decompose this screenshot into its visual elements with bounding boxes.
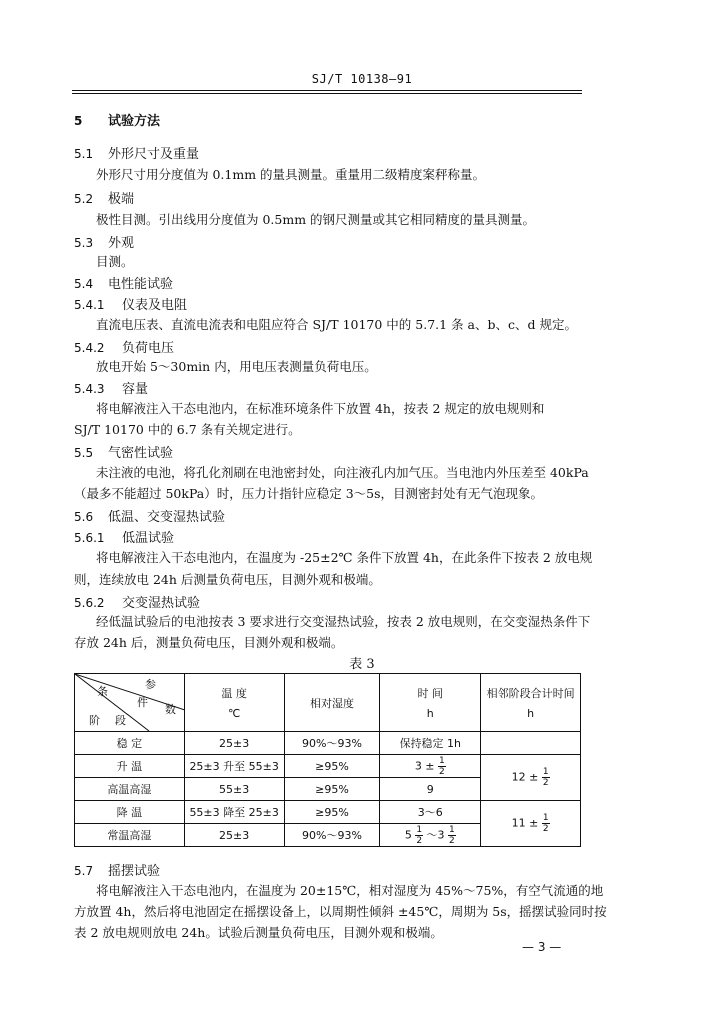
section-5-6-2-line2: 存放 24h 后，测量负荷电压，目测外观和极端。 bbox=[74, 635, 344, 650]
col-temp-header: 温 度 ℃ bbox=[184, 674, 284, 732]
section-5-6-1-line2: 则，连续放电 24h 后测量负荷电压，目测外观和极端。 bbox=[74, 572, 381, 587]
table-row: 高温高湿 55±3 ≥95% 9 bbox=[75, 778, 581, 801]
table-row: 升 温 25±3 升至 55±3 ≥95% 3 ± $\frac{1}{2}$ 12 ± $\frac{1}{2}$ bbox=[75, 755, 581, 778]
standard-code: SJ/T 10138—91 bbox=[311, 72, 413, 86]
section-5-2-heading: 5.2 极端 bbox=[74, 192, 135, 207]
section-5-3-heading: 5.3 外观 bbox=[74, 236, 135, 251]
table-header-row bbox=[75, 674, 581, 732]
page-number: — 3 — bbox=[522, 940, 562, 954]
corner-label-a: 参 bbox=[145, 678, 156, 691]
section-5-5-line1: 未注液的电池，将孔化剂刷在电池密封处，向注液孔内加气压。当电池内外压差至 40kPa bbox=[96, 465, 589, 480]
section-5-7-heading: 5.7 摇摆试验 bbox=[74, 864, 161, 879]
section-5-heading: 5 试验方法 bbox=[74, 114, 161, 129]
header-rule-2 bbox=[72, 93, 582, 94]
section-5-4-heading: 5.4 电性能试验 bbox=[74, 277, 174, 292]
section-5-4-1-text: 直流电压表、直流电流表和电阻应符合 SJ/T 10170 中的 5.7.1 条 a、b、c、d 规定。 bbox=[96, 317, 577, 332]
corner-label-b: 条 bbox=[97, 685, 108, 698]
col-rh-header: 相对湿度 bbox=[284, 674, 380, 732]
table-row: 常温高湿 25±3 90%～93% 5 $\frac{1}{2}$ ～3 $\frac{1}{2}$ bbox=[75, 824, 581, 847]
section-5-7-line1: 将电解液注入干态电池内，在温度为 20±15℃，相对湿度为 45%～75%，有空气流通的地 bbox=[96, 883, 604, 898]
total-time-2: 11 ± $\frac{1}{2}$ bbox=[481, 801, 581, 847]
section-5-5-line2: （最多不能超过 50kPa）时，压力计指针应稳定 3～5s，目测密封处有无气泡现象。 bbox=[74, 486, 544, 501]
section-5-6-1-line1: 将电解液注入干态电池内，在温度为 -25±2℃ 条件下放置 4h，在此条件下按表 2 放电规 bbox=[96, 550, 593, 565]
section-5-6-heading: 5.6 低温、交变湿热试验 bbox=[74, 510, 226, 525]
section-5-6-2-heading: 5.6.2 交变湿热试验 bbox=[74, 596, 201, 611]
section-5-4-3-heading: 5.4.3 容量 bbox=[74, 382, 149, 397]
section-5-7-line3: 表 2 放电规则放电 24h。试验后测量负荷电压，目测外观和极端。 bbox=[74, 925, 443, 940]
section-5-5-heading: 5.5 气密性试验 bbox=[74, 446, 174, 461]
col-time-header: 时 间 h bbox=[380, 674, 481, 732]
section-5-1-heading: 5.1 外形尺寸及重量 bbox=[74, 147, 200, 162]
section-5-7-line2: 方放置 4h，然后将电池固定在摇摆设备上，以周期性倾斜 ±45℃，周期为 5s，摇摆试验同时按 bbox=[74, 904, 607, 919]
section-5-4-1-heading: 5.4.1 仪表及电阻 bbox=[74, 298, 188, 313]
table-3-caption: 表 3 bbox=[349, 657, 375, 672]
section-5-6-1-heading: 5.6.1 低温试验 bbox=[74, 531, 175, 546]
corner-label-f: 段 bbox=[115, 714, 126, 727]
section-5-3-text: 目测。 bbox=[96, 254, 134, 269]
corner-label-e: 阶 bbox=[89, 714, 100, 727]
section-5-2-text: 极性目测。引出线用分度值为 0.5mm 的钢尺测量或其它相同精度的量具测量。 bbox=[96, 212, 536, 227]
header-rule bbox=[72, 90, 582, 91]
section-5-1-text: 外形尺寸用分度值为 0.1mm 的量具测量。重量用二级精度案秤称量。 bbox=[96, 167, 486, 182]
table-3 bbox=[74, 673, 581, 847]
table-row: 稳 定 25±3 90%～93% 保持稳定 1h bbox=[75, 732, 581, 755]
diagonal-header-cell bbox=[75, 674, 185, 732]
table-row: 降 温 55±3 降至 25±3 ≥95% 3～6 11 ± $\frac{1}{2}$ bbox=[75, 801, 581, 824]
corner-label-d: 数 bbox=[165, 703, 176, 716]
section-5-4-3-line1: 将电解液注入干态电池内，在标准环境条件下放置 4h，按表 2 规定的放电规则和 bbox=[96, 401, 545, 416]
col-total-header: 相邻阶段合计时间 h bbox=[481, 674, 581, 732]
corner-label-c: 件 bbox=[137, 696, 148, 709]
section-5-6-2-line1: 经低温试验后的电池按表 3 要求进行交变湿热试验，按表 2 放电规则，在交变湿热条件下 bbox=[96, 614, 591, 629]
total-time-1: 12 ± $\frac{1}{2}$ bbox=[481, 755, 581, 801]
section-5-4-2-text: 放电开始 5～30min 内，用电压表测量负荷电压。 bbox=[96, 359, 377, 374]
section-5-4-2-heading: 5.4.2 负荷电压 bbox=[74, 341, 175, 356]
section-5-4-3-line2: SJ/T 10170 中的 6.7 条有关规定进行。 bbox=[74, 422, 301, 437]
